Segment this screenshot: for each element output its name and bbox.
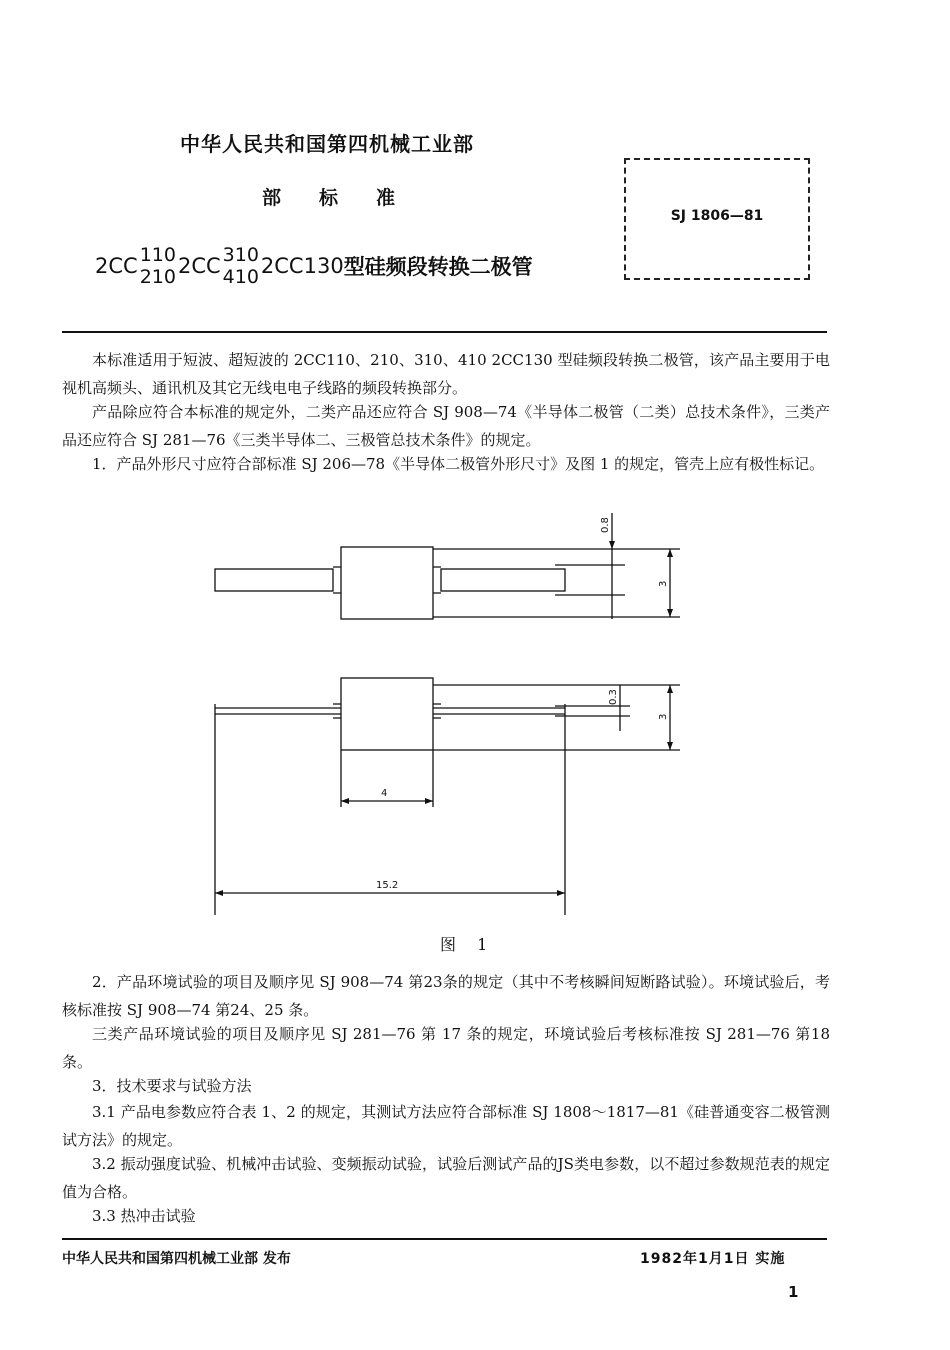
page-number: 1: [788, 1283, 799, 1301]
dim-label-0.8: 0.8: [600, 517, 611, 533]
body-top: [341, 547, 433, 619]
header-divider: [62, 331, 827, 333]
dim-label-4: 4: [381, 788, 388, 799]
left-lead-top: [215, 569, 333, 591]
figure-caption: 图 1: [440, 935, 496, 954]
paragraph-dimensions: 1．产品外形尺寸应符合部标准 SJ 206—78《半导体二极管外形尺寸》及图 1 的规定，管壳上应有极性标记。: [92, 455, 825, 473]
title-fraction-top: 110: [139, 244, 176, 266]
title-fraction-2: [223, 244, 259, 288]
paragraph-3-3: 3.3 热冲击试验: [92, 1207, 196, 1225]
figure-1-drawing: [200, 505, 700, 925]
title-fraction-top: 310: [222, 244, 259, 266]
standard-type-char: 准: [376, 187, 396, 209]
footer-effective-date: 1982年1月1日 实施: [640, 1251, 786, 1267]
title-fraction-bottom: 210: [139, 266, 176, 288]
right-lead-top: [441, 569, 565, 591]
dim-label-3-side: 3: [658, 713, 669, 720]
title-description: 型硅频段转换二极管: [343, 255, 533, 279]
paragraph-environment-test: 2．产品环境试验的项目及顺序见 SJ 908—74 第23条的规定（其中不考核瞬间短断路试验）。环境试验后，考核标准按 SJ 908—74 第24、25 条。: [62, 973, 830, 1019]
title-model: 2CC130: [260, 254, 344, 278]
paragraph-scope: 本标准适用于短波、超短波的 2CC110、210、310、410 2CC130 型硅频段转换二极管，该产品主要用于电视机高频头、通讯机及其它无线电电子线路的频段转换部分。: [62, 351, 830, 397]
footer-divider: [62, 1238, 827, 1240]
document-title: [95, 244, 533, 288]
standard-type: [262, 183, 433, 210]
standard-code-box: [624, 158, 810, 280]
paragraph-3-1: 3.1 产品电参数应符合表 1、2 的规定，其测试方法应符合部标准 SJ 1808～1817—81《硅普通变容二极管测试方法》的规定。: [62, 1103, 830, 1149]
body-side: [341, 678, 433, 750]
title-prefix-1: 2CC: [95, 254, 138, 278]
standard-type-char: 部: [262, 187, 282, 209]
dim-label-0.3: 0.3: [608, 689, 619, 705]
title-fraction-bottom: 410: [222, 266, 259, 288]
standard-code: SJ 1806—81: [670, 208, 764, 224]
dim-label-15.2: 15.2: [376, 880, 399, 891]
title-prefix-2: 2CC: [177, 254, 221, 278]
issuing-org: 中华人民共和国第四机械工业部: [180, 132, 474, 156]
section-heading-3: 3．技术要求与试验方法: [92, 1077, 252, 1095]
paragraph-class3-environment: 三类产品环境试验的项目及顺序见 SJ 281—76 第 17 条的规定，环境试验后考核标准按 SJ 281—76 第18条。: [62, 1025, 830, 1071]
standard-type-char: 标: [319, 187, 339, 209]
paragraph-3-2: 3.2 振动强度试验、机械冲击试验、变频振动试验，试验后测试产品的JS类电参数，以不超过参数规范表的规定值为合格。: [62, 1155, 830, 1201]
paragraph-compliance: 产品除应符合本标准的规定外，二类产品还应符合 SJ 908—74《半导体二极管（二类）总技术条件》，三类产品还应符合 SJ 281—76《三类半导体二、三极管总技术条件》的规定。: [62, 403, 830, 449]
dim-label-3-top: 3: [658, 580, 669, 587]
footer-publisher: 中华人民共和国第四机械工业部 发布: [62, 1251, 291, 1267]
title-fraction-1: [140, 244, 176, 288]
